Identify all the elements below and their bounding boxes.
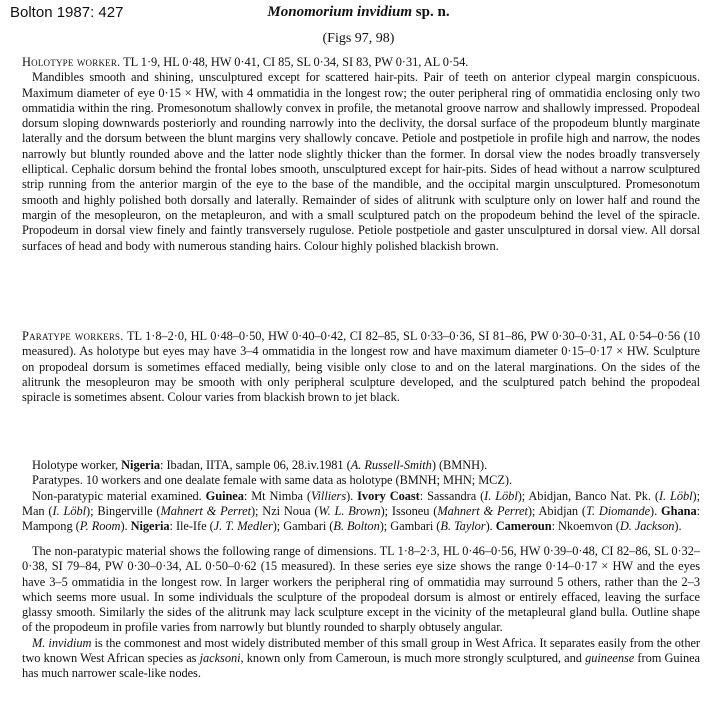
holotype-record — [22, 458, 700, 473]
holotype-section — [22, 55, 700, 254]
non-paratypic-segment: I. Löbl — [484, 488, 518, 503]
variation-paragraph: The non-paratypic material shows the following range of dimensions. TL 1·8–2·3, HL 0·46–0·56, HW 0·39–0·48, CI 82–86, SL 0·32–0·38, SI 79–84, PW 0·30–0·34, AL 0·50–0·62 (15 measured). In these series eye size shows the range 0·14–0·17 × HW and the eyes have 3–5 ommatidia in the longest row. In larger workers the peripheral ring of ommatidia may surround 5 others, rather than the 2–3 which seems more usual. In some individuals the sculpture of the propodeal dorsum is almost or entirely effaced, leaving the surface glassy smooth. Similarly the sides of the alitrunk may lack sculpture except in the vicinity of the metapleural gland bulla. Outline shape of the propodeum in profile varies from narrowly but bluntly rounded to sharply obtusely angular. — [22, 544, 700, 635]
comparison-segment: M. invidium — [32, 635, 92, 650]
holotype-measurements: TL 1·9, HL 0·48, HW 0·41, CI 85, SL 0·34, SI 83, PW 0·31, AL 0·54. — [120, 55, 469, 69]
holotype-record-locality: : Ibadan, IITA, sample 06, 28.iv.1981 ( — [160, 458, 351, 472]
non-paratypic-segment: ); Issoneu ( — [380, 503, 438, 518]
comparison-segment: , known only from Cameroun, is much more strongly sculptured, and — [240, 651, 586, 666]
holotype-record-collector: A. Russell-Smith — [350, 458, 432, 472]
non-paratypic-intro: Non-paratypic material examined. — [32, 488, 206, 503]
paratypes-section — [22, 329, 700, 405]
non-paratypic-segment: J. T. Medler — [213, 519, 273, 534]
paratypes-record: Paratypes. 10 workers and one dealate female with same data as holotype (BMNH; MHN; MCZ). — [32, 473, 513, 488]
non-paratypic-segment: Cameroun — [495, 519, 552, 534]
paratypes-paragraph — [22, 329, 700, 405]
non-paratypic-segment: ); Abidjan ( — [527, 503, 586, 518]
non-paratypic-segment: ). — [674, 519, 682, 534]
figure-reference: (Figs 97, 98) — [322, 31, 395, 46]
non-paratypic-record — [22, 489, 700, 535]
comparison-segment: guineense — [585, 651, 635, 666]
comparison-paragraph — [22, 636, 700, 682]
non-paratypic-segment: Guinea — [205, 488, 244, 503]
holotype-record-prefix: Holotype worker, — [32, 458, 122, 472]
non-paratypic-segment: ). — [485, 519, 496, 534]
holotype-record-country: Nigeria — [121, 458, 161, 472]
non-paratypic-segment: ); Man ( — [22, 488, 700, 518]
non-paratypic-segment: I. Löbl — [658, 488, 693, 503]
non-paratypic-segment: Mahnert & Perret — [437, 503, 528, 518]
non-paratypic-segment: T. Diomande — [586, 503, 651, 518]
non-paratypic-segment: W. L. Brown — [318, 503, 381, 518]
holotype-measurements-line — [22, 55, 700, 70]
non-paratypic-segment: B. Bolton — [333, 519, 380, 534]
page-title — [0, 4, 717, 21]
paratypes-text: TL 1·8–2·0, HL 0·48–0·50, HW 0·40–0·42, CI 82–85, SL 0·33–0·36, SI 81–86, PW 0·30–0·31, AL 0·54–0·56 (10 measured). As holotype but eyes may have 3–4 ommatidia in the longest row and have maximum diameter 0·15–0·17 × HW. Sculpture on propodeal dorsum is sometimes effaced medially, being visible only close to and on the lateral marginations. On the sides of the alitrunk the mesopleuron may be smooth with only peripheral sculpture developed, and the sculptured patch behind the propodeal spiracle is sometimes absent. Colour varies from blackish brown to jet black. — [22, 329, 700, 405]
non-paratypic-segment: : Mt Nimba ( — [243, 488, 311, 503]
non-paratypic-segment: : Mampong ( — [22, 503, 700, 534]
non-paratypic-segment: I. Löbl — [52, 503, 87, 518]
non-paratypic-segment: : Sassandra ( — [419, 488, 485, 503]
non-paratypic-segment: ); Gambari ( — [272, 519, 334, 534]
non-paratypic-segment: B. Taylor — [440, 519, 486, 534]
non-paratypic-segment: Ivory Coast — [357, 488, 420, 503]
non-paratypic-segment: Nigeria — [130, 519, 170, 534]
non-paratypic-segment: ); Bingerville ( — [86, 503, 161, 518]
material-section — [22, 458, 700, 534]
non-paratypic-segment: : Nkoemvon ( — [551, 519, 620, 534]
non-paratypic-segment: : Ile-Ife ( — [169, 519, 214, 534]
non-paratypic-segment: ). — [120, 519, 131, 534]
holotype-record-suffix: ) (BMNH). — [431, 458, 488, 472]
non-paratypic-segment: P. Room — [79, 519, 121, 534]
comparison-segment: jacksoni — [199, 651, 241, 666]
non-paratypic-segment: ); Abidjan, Banco Nat. Pk. ( — [517, 488, 659, 503]
variation-section — [22, 544, 700, 682]
non-paratypic-segment: Villiers — [310, 488, 347, 503]
non-paratypic-segment: ). — [650, 503, 662, 518]
non-paratypic-segment: ). — [346, 488, 358, 503]
species-name: Monomorium invidium — [267, 4, 413, 20]
species-status: sp. n. — [412, 4, 450, 20]
comparison-segment: is the commonest and most widely distributed member of this small group in West Africa. It separates easily from the other two known West African species as — [22, 635, 700, 666]
holotype-heading: Holotype worker. — [22, 55, 121, 69]
paratypes-heading: Paratype workers. — [22, 329, 124, 343]
non-paratypic-segment: ); Gambari ( — [379, 519, 441, 534]
non-paratypic-segment: ); Nzi Noua ( — [250, 503, 319, 518]
non-paratypic-segment: Mahnert & Perret — [160, 503, 251, 518]
citation-header: Bolton 1987: 427 — [10, 4, 124, 21]
non-paratypic-segment: D. Jackson — [619, 519, 675, 534]
holotype-description: Mandibles smooth and shining, unsculptured except for scattered hair-pits. Pair of teeth on anterior clypeal margin conspicuous. Maximum diameter of eye 0·15 × HW, with 4 ommatidia in the longest row; the outer peripheral ring of ommatidia enclosing only two ommatidia within the ring. Promesonotum shallowly convex in profile, the metanotal groove narrow and shallowly impressed. Propodeal dorsum sloping downwards posteriorly and rounding narrowly into the declivity, the dorsal surface of the propodeum bluntly marginate laterally and the dorsum between the blunt margins very shallowly concave. Petiole and postpetiole in profile high and narrow, the nodes narrowly but bluntly rounded above and the latter node slightly thicker than the former. In dorsal view the nodes broadly transversely elliptical. Cephalic dorsum behind the frontal lobes smooth, unsculptured except for hair-pits. Sides of head without a narrow sculptured strip running from the anterior margin of the eye to the base of the mandible, and the occipital margin unsculptured. Promesonotum smooth and highly polished both dorsally and laterally. Remainder of sides of alitrunk with sculpture only on lower half and round the margin of the mesopleuron, on the metapleuron, and with a small sculptured patch on the propodeum behind the level of the spiracle. Propodeum in dorsal view finely and faintly transversely rugulose. Petiole postpetiole and gaster unsculptured in dorsal view. All dorsal surfaces of head and body with numerous standing hairs. Colour highly polished blackish brown. — [22, 70, 700, 253]
comparison-segment: from Guinea has much narrower scale-like nodes. — [22, 651, 700, 681]
non-paratypic-segment: Ghana — [661, 503, 697, 518]
